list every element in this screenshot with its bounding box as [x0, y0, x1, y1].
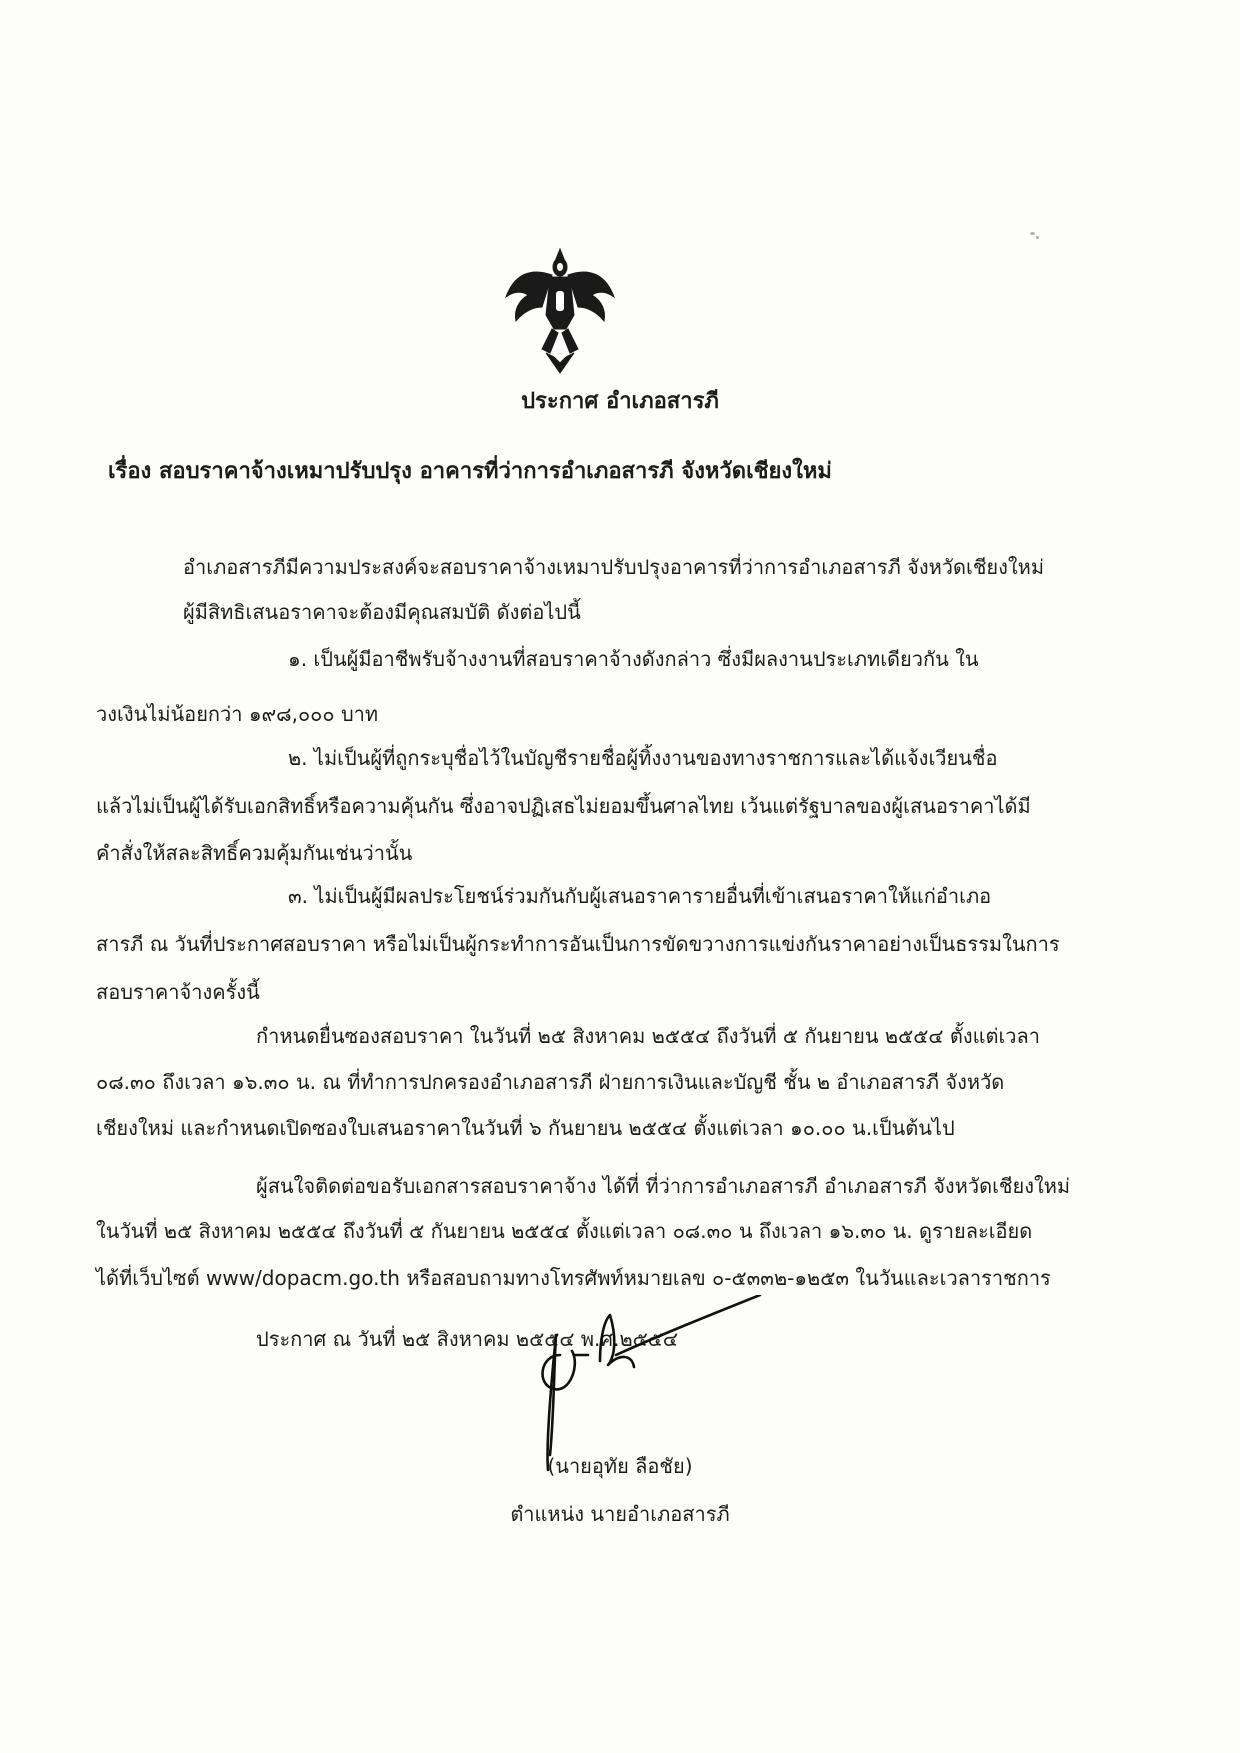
schedule-line-1: กำหนดยื่นซองสอบราคา ในวันที่ ๒๕ สิงหาคม ๒๕๕๔ ถึงวันที่ ๕ กันยายน ๒๕๕๔ ตั้งแต่เวลา — [256, 1024, 1041, 1048]
handwritten-signature — [520, 1295, 770, 1475]
scan-speck — [1036, 236, 1039, 239]
page-title: ประกาศ อำเภอสารภี — [521, 389, 719, 414]
item-2-line-1: ๒. ไม่เป็นผู้ที่ถูกระบุชื่อไว้ในบัญชีรายชื่อผู้ทิ้งงานของทางราชการและได้แจ้งเวียนชื่อ — [288, 746, 998, 770]
contact-line-2: ในวันที่ ๒๕ สิงหาคม ๒๕๕๔ ถึงวันที่ ๕ กันยายน ๒๕๕๔ ตั้งแต่เวลา ๐๘.๓๐ น ถึงเวลา ๑๖.๓๐ น. ดูรายละเอียด — [96, 1219, 1033, 1243]
item-3-line-2: สารภี ณ วันที่ประกาศสอบราคา หรือไม่เป็นผู้กระทำการอันเป็นการขัดขวางการแข่งกันราคาอย่างเป็นธรรมในการ — [96, 932, 1060, 956]
item-3-line-3: สอบราคาจ้างครั้งนี้ — [96, 980, 260, 1004]
intro-line-1: อำเภอสารภีมีความประสงค์จะสอบราคาจ้างเหมาปรับปรุงอาคารที่ว่าการอำเภอสารภี จังหวัดเชียงใหม่ — [183, 555, 1045, 579]
signer-position: ตำแหน่ง นายอำเภอสารภี — [510, 1502, 730, 1526]
item-2-line-3: คำสั่งให้สละสิทธิ์ควมคุ้มกันเช่นว่านั้น — [96, 841, 413, 865]
garuda-emblem-icon — [500, 245, 620, 375]
subject-line: เรื่อง สอบราคาจ้างเหมาปรับปรุง อาคารที่ว่าการอำเภอสารภี จังหวัดเชียงใหม่ — [108, 459, 832, 484]
scan-speck — [1030, 232, 1035, 235]
announce-date: ประกาศ ณ วันที่ ๒๕ สิงหาคม ๒๕๕๔ พ.ศ.๒๕๕๔ — [256, 1327, 679, 1351]
item-1-line-1: ๑. เป็นผู้มีอาชีพรับจ้างงานที่สอบราคาจ้างดังกล่าว ซึ่งมีผลงานประเภทเดียวกัน ใน — [288, 647, 979, 671]
contact-line-3: ได้ที่เว็บไซต์ www/dopacm.go.th หรือสอบถามทางโทรศัพท์หมายเลข ๐-๕๓๓๒-๑๒๕๓ ในวันและเวลาราชการ — [96, 1266, 1051, 1290]
signer-name: (นายอุทัย ลือชัย) — [547, 1454, 693, 1478]
item-1-line-2: วงเงินไม่น้อยกว่า ๑๙๘,๐๐๐ บาท — [96, 702, 379, 726]
contact-line-1: ผู้สนใจติดต่อขอรับเอกสารสอบราคาจ้าง ได้ที่ ที่ว่าการอำเภอสารภี อำเภอสารภี จังหวัดเชียงใหม่ — [256, 1174, 1071, 1198]
item-3-line-1: ๓. ไม่เป็นผู้มีผลประโยชน์ร่วมกันกับผู้เสนอราคารายอื่นที่เข้าเสนอราคาให้แก่อำเภอ — [288, 884, 992, 908]
schedule-line-2: ๐๘.๓๐ ถึงเวลา ๑๖.๓๐ น. ณ ที่ทำการปกครองอำเภอสารภี ฝ่ายการเงินและบัญชี ชั้น ๒ อำเภอสารภี จังหวัด — [96, 1070, 1005, 1094]
schedule-line-3: เชียงใหม่ และกำหนดเปิดซองใบเสนอราคาในวันที่ ๖ กันยายน ๒๕๕๔ ตั้งแต่เวลา ๑๐.๐๐ น.เป็นต้นไป — [96, 1116, 955, 1140]
item-2-line-2: แล้วไม่เป็นผู้ได้รับเอกสิทธิ์หรือความคุ้นกัน ซึ่งอาจปฏิเสธไม่ยอมขึ้นศาลไทย เว้นแต่รัฐบาลของผู้เสนอราคาได้มี — [96, 794, 1031, 818]
intro-line-2: ผู้มีสิทธิเสนอราคาจะต้องมีคุณสมบัติ ดังต่อไปนี้ — [183, 600, 581, 624]
